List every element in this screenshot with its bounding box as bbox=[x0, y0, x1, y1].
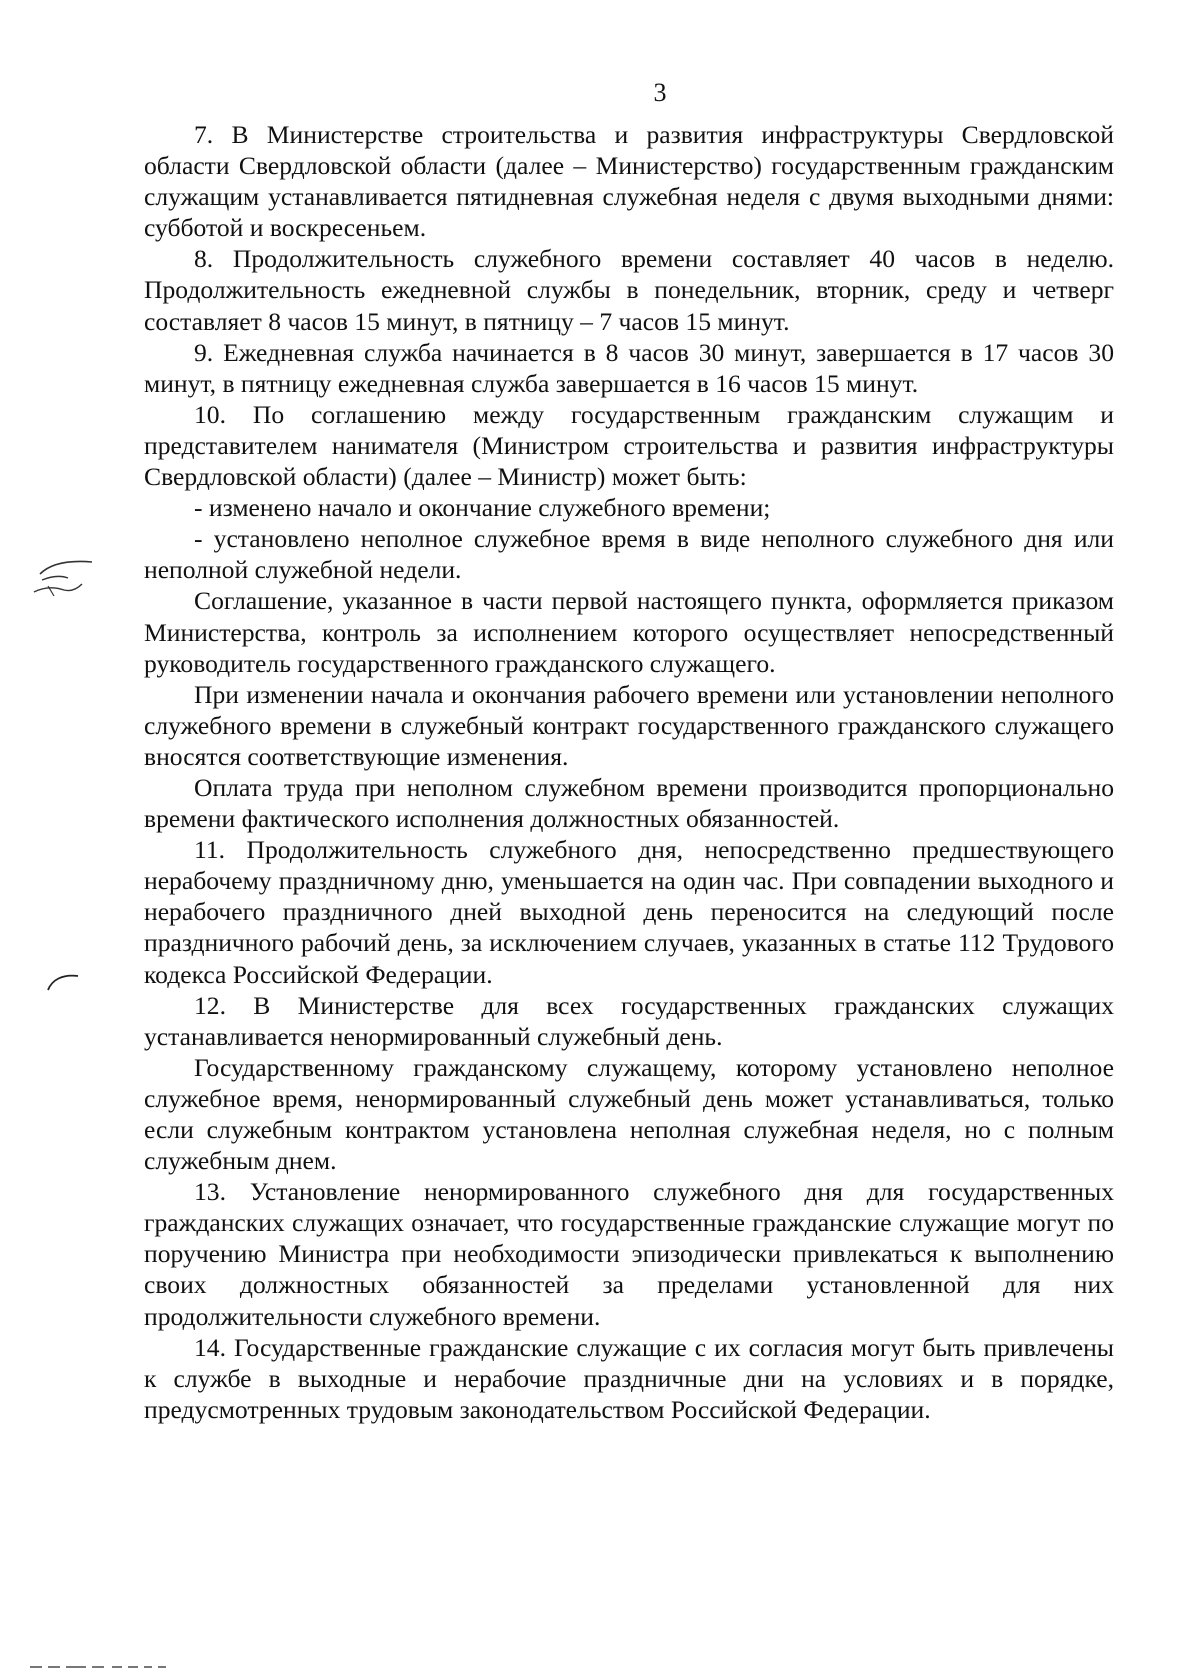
paragraph-13: 13. Установление ненормированного служебного дня для государственных гражданских служащих означает, что государственные гражданские служащие могут по поручению Министра при необходимости эпизодически привлекаться к выполнению своих должностных обязанностей за пределами установленной для них продолжительности служебного времени. bbox=[144, 1177, 1114, 1331]
paragraph-9: 9. Ежедневная служба начинается в 8 часов 30 минут, завершается в 17 часов 30 минут, в пятницу ежедневная служба завершается в 16 часов 15 минут. bbox=[144, 337, 1114, 398]
page-number: 3 bbox=[653, 78, 667, 107]
paragraph-12-part-time: Государственному гражданскому служащему, которому установлено неполное служебное время, ненормированный служебный день может устанавливаться, только если служебным контрактом установлена неполная служебная неделя, но с полным служебным днем. bbox=[144, 1052, 1114, 1176]
list-item-part-time: - установлено неполное служебное время в виде неполного служебного дня или неполной служебной недели. bbox=[144, 524, 1114, 585]
paragraph-10: 10. По соглашению между государственным гражданским служащим и представителем нанимателя (Министром строительства и развития инфраструктуры Свердловской области) (далее – Министр) может быть: bbox=[144, 399, 1114, 492]
document-body bbox=[144, 119, 1114, 1425]
paragraph-12: 12. В Министерстве для всех государственных гражданских служащих устанавливается ненормированный служебный день. bbox=[144, 990, 1114, 1051]
margin-pen-mark-lower bbox=[44, 968, 84, 998]
paragraph-11: 11. Продолжительность служебного дня, непосредственно предшествующего нерабочему праздничному дню, уменьшается на один час. При совпадении выходного и нерабочего праздничного дней выходной день переносится на следующий после праздничного рабочий день, за исключением случаев, указанных в статье 112 Трудового кодекса Российской Федерации. bbox=[144, 835, 1114, 989]
list-item-change-start-end: - изменено начало и окончание служебного времени; bbox=[194, 493, 771, 523]
scan-artifact-dashes bbox=[30, 1664, 170, 1670]
paragraph-7: 7. В Министерстве строительства и развития инфраструктуры Свердловской области Свердловской области (далее – Министерство) государственным гражданским служащим устанавливается пятидневная служебная неделя с двумя выходными днями: субботой и воскресеньем. bbox=[144, 120, 1114, 243]
paragraph-14: 14. Государственные гражданские служащие с их согласия могут быть привлечены к службе в выходные и нерабочие праздничные дни на условиях и в порядке, предусмотренных трудовым законодательством Российской Федерации. bbox=[144, 1332, 1114, 1424]
margin-pen-mark-upper bbox=[28, 552, 98, 602]
paragraph-10-agreement: Соглашение, указанное в части первой настоящего пункта, оформляется приказом Министерства, контроль за исполнением которого осуществляет непосредственный руководитель государственного гражданского служащего. bbox=[144, 586, 1114, 678]
paragraph-8: 8. Продолжительность служебного времени составляет 40 часов в неделю. Продолжительность ежедневной службы в понедельник, вторник, среду и четверг составляет 8 часов 15 минут, в пятницу – 7 часов 15 минут. bbox=[144, 244, 1114, 336]
paragraph-10-payment: Оплата труда при неполном служебном времени производится пропорционально времени фактического исполнения должностных обязанностей. bbox=[144, 772, 1114, 834]
paragraph-10-contract-changes: При изменении начала и окончания рабочего времени или установлении неполного служебного времени в служебный контракт государственного гражданского служащего вносятся соответствующие изменения. bbox=[144, 679, 1114, 771]
